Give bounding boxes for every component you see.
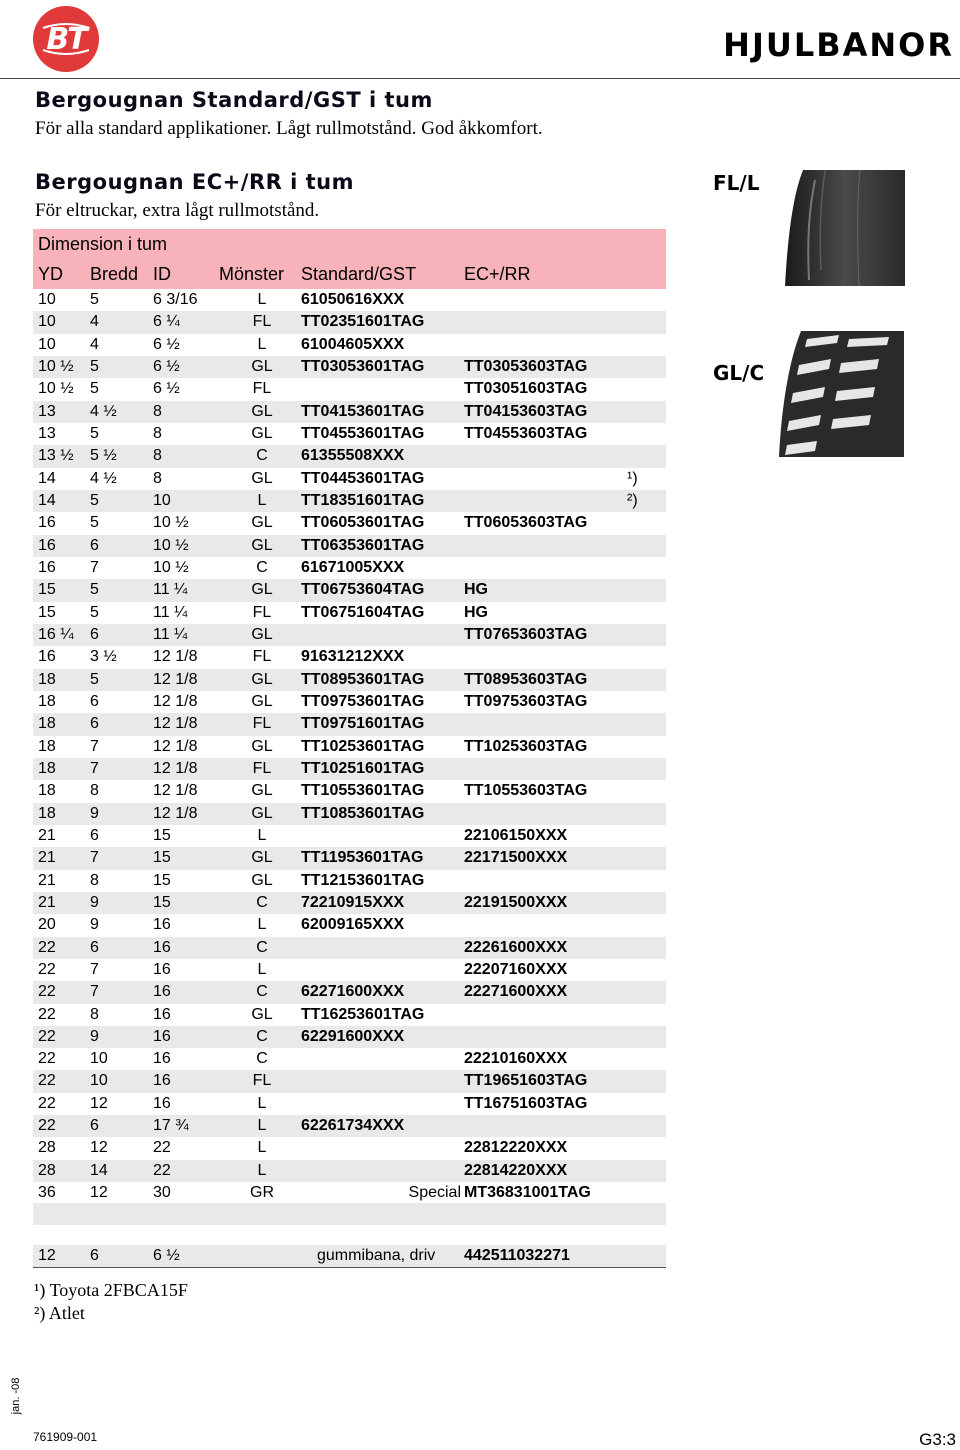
extra-code: 442511032271 bbox=[464, 1247, 570, 1264]
table-row bbox=[33, 892, 666, 914]
cell-yd: 16 bbox=[38, 536, 56, 554]
cell-bredd: 5 bbox=[90, 491, 99, 509]
table-row bbox=[33, 1048, 666, 1070]
cell-standard: 61050616XXX bbox=[301, 291, 405, 308]
col-header-id: ID bbox=[153, 264, 171, 284]
cell-standard: TT16253601TAG bbox=[301, 1005, 425, 1023]
cell-id: 16 bbox=[153, 1005, 171, 1023]
cell-id: 8 bbox=[153, 469, 162, 487]
cell-bredd: 9 bbox=[90, 1027, 99, 1045]
cell-bredd: 5 bbox=[90, 514, 99, 532]
cell-standard: 61671005XXX bbox=[301, 558, 405, 576]
cell-monster: L bbox=[257, 1139, 267, 1157]
cell-id: 12 1/8 bbox=[153, 782, 198, 800]
cell-id: 6 ½ bbox=[153, 357, 180, 375]
cell-ec: 22210160XXX bbox=[464, 1050, 568, 1068]
cell-bredd: 9 bbox=[90, 893, 99, 911]
cell-yd: 22 bbox=[38, 1050, 56, 1068]
cell-yd: 18 bbox=[38, 737, 56, 755]
cell-id: 15 bbox=[153, 871, 171, 889]
cell-note: ²) bbox=[627, 491, 638, 509]
group-header-label: Dimension i tum bbox=[38, 234, 168, 254]
cell-standard: TT08953601TAG bbox=[301, 670, 425, 688]
cell-yd: 21 bbox=[38, 826, 56, 844]
table-row bbox=[33, 736, 666, 758]
table-row bbox=[33, 780, 666, 802]
picture-label-fl: FL/L bbox=[713, 171, 760, 195]
cell-id: 6 ¼ bbox=[153, 313, 180, 331]
cell-bredd: 10 bbox=[90, 1050, 108, 1068]
cell-id: 15 bbox=[153, 849, 171, 867]
table-row bbox=[33, 758, 666, 780]
cell-yd: 15 bbox=[38, 581, 56, 599]
cell-ec: MT36831001TAG bbox=[464, 1184, 591, 1202]
cell-id: 10 ½ bbox=[153, 536, 189, 554]
cell-ec: 22207160XXX bbox=[464, 960, 568, 978]
cell-bredd: 9 bbox=[90, 916, 99, 934]
cell-bredd: 5 bbox=[90, 603, 99, 621]
cell-id: 10 bbox=[153, 491, 171, 509]
cell-id: 16 bbox=[153, 1094, 171, 1112]
col-header-ec: EC+/RR bbox=[464, 264, 531, 284]
table-row bbox=[33, 557, 666, 579]
cell-standard: TT10553601TAG bbox=[301, 782, 425, 800]
table-empty-row bbox=[33, 1203, 666, 1225]
cell-monster: L bbox=[257, 826, 267, 844]
table-row bbox=[33, 981, 666, 1003]
picture-label-gl: GL/C bbox=[713, 361, 765, 385]
cell-monster: FL bbox=[252, 603, 272, 621]
table-row bbox=[33, 468, 666, 490]
table-row bbox=[33, 1004, 666, 1026]
cell-monster: FL bbox=[252, 648, 272, 666]
cell-standard: TT03053601TAG bbox=[301, 357, 425, 375]
cell-standard: 61355508XXX bbox=[301, 447, 405, 465]
cell-ec: HG bbox=[464, 581, 488, 599]
cell-standard: TT06353601TAG bbox=[301, 536, 425, 554]
cell-monster: L bbox=[257, 916, 267, 934]
cell-yd: 22 bbox=[38, 1005, 56, 1023]
cell-id: 8 bbox=[153, 447, 162, 465]
cell-id: 16 bbox=[153, 983, 171, 1001]
table-row bbox=[33, 423, 666, 445]
cell-yd: 22 bbox=[38, 938, 56, 956]
cell-yd: 28 bbox=[38, 1139, 56, 1157]
cell-yd: 28 bbox=[38, 1161, 56, 1179]
page-header-title: HJULBANOR bbox=[723, 26, 954, 64]
cell-yd: 10 bbox=[38, 335, 56, 353]
cell-monster: GL bbox=[251, 581, 273, 599]
tire-table bbox=[33, 229, 666, 1204]
cell-monster: L bbox=[257, 1117, 267, 1135]
cell-id: 6 3/16 bbox=[153, 291, 198, 308]
cell-id: 16 bbox=[153, 938, 171, 956]
cell-bredd: 5 bbox=[90, 380, 99, 398]
cell-yd: 18 bbox=[38, 670, 56, 688]
cell-monster: FL bbox=[252, 380, 272, 398]
cell-standard: TT06753604TAG bbox=[301, 581, 425, 599]
cell-ec: TT03051603TAG bbox=[464, 380, 588, 398]
cell-id: 8 bbox=[153, 402, 162, 420]
cell-id: 16 bbox=[153, 1027, 171, 1045]
cell-bredd: 12 bbox=[90, 1094, 108, 1112]
cell-yd: 18 bbox=[38, 715, 56, 733]
cell-standard: TT04553601TAG bbox=[301, 424, 425, 442]
cell-monster: C bbox=[256, 1050, 268, 1068]
col-header-yd: YD bbox=[38, 264, 64, 284]
cell-bredd: 6 bbox=[90, 715, 99, 733]
cell-id: 16 bbox=[153, 960, 171, 978]
cell-standard: 62271600XXX bbox=[301, 983, 405, 1001]
cell-bredd: 7 bbox=[90, 759, 99, 777]
cell-standard: TT04453601TAG bbox=[301, 469, 425, 487]
cell-monster: L bbox=[257, 335, 267, 353]
cell-yd: 22 bbox=[38, 1027, 56, 1045]
cell-monster: GL bbox=[251, 849, 273, 867]
cell-yd: 18 bbox=[38, 692, 56, 710]
cell-yd: 10 bbox=[38, 291, 56, 308]
cell-bredd: 6 bbox=[90, 692, 99, 710]
cell-ec: 22261600XXX bbox=[464, 938, 568, 956]
extra-desc: gummibana, driv bbox=[317, 1247, 436, 1264]
cell-standard: TT12153601TAG bbox=[301, 871, 425, 889]
cell-ec: 22812220XXX bbox=[464, 1139, 568, 1157]
cell-monster: C bbox=[256, 983, 268, 1001]
cell-bredd: 7 bbox=[90, 983, 99, 1001]
cell-id: 12 1/8 bbox=[153, 759, 198, 777]
cell-id: 12 1/8 bbox=[153, 737, 198, 755]
bt-logo bbox=[33, 6, 99, 72]
cell-bredd: 6 bbox=[90, 1117, 99, 1135]
cell-yd: 16 ¼ bbox=[38, 625, 74, 643]
table-row bbox=[33, 579, 666, 601]
cell-bredd: 6 bbox=[90, 938, 99, 956]
cell-yd: 21 bbox=[38, 893, 56, 911]
cell-id: 11 ¼ bbox=[153, 581, 188, 599]
cell-standard: TT02351601TAG bbox=[301, 313, 425, 331]
cell-yd: 22 bbox=[38, 1072, 56, 1090]
table-row bbox=[33, 1182, 666, 1204]
cell-id: 12 1/8 bbox=[153, 670, 198, 688]
cell-id: 11 ¼ bbox=[153, 603, 188, 621]
logo-text: BT bbox=[46, 21, 86, 57]
cell-id: 30 bbox=[153, 1184, 171, 1202]
cell-ec: TT04153603TAG bbox=[464, 402, 588, 420]
cell-bredd: 7 bbox=[90, 558, 99, 576]
cell-id: 11 ¼ bbox=[153, 625, 188, 643]
cell-note: ¹) bbox=[627, 469, 638, 487]
cell-yd: 10 bbox=[38, 313, 56, 331]
footer-date: jan. -08 bbox=[10, 1377, 22, 1415]
table-row bbox=[33, 512, 666, 534]
col-header-bredd: Bredd bbox=[90, 264, 139, 284]
cell-monster: GL bbox=[251, 804, 273, 822]
cell-id: 10 ½ bbox=[153, 558, 189, 576]
cell-ec: TT07653603TAG bbox=[464, 625, 588, 643]
cell-standard: 72210915XXX bbox=[301, 893, 405, 911]
table-row bbox=[33, 535, 666, 557]
cell-standard: TT10253601TAG bbox=[301, 737, 425, 755]
cell-monster: GL bbox=[251, 357, 273, 375]
cell-id: 22 bbox=[153, 1161, 171, 1179]
cell-ec: 22106150XXX bbox=[464, 826, 568, 844]
col-header-monster: Mönster bbox=[219, 264, 285, 284]
table-row bbox=[33, 356, 666, 378]
table-row bbox=[33, 937, 666, 959]
cell-bredd: 6 bbox=[90, 536, 99, 554]
cell-yd: 36 bbox=[38, 1184, 56, 1202]
footer-doc-code: 761909-001 bbox=[33, 1430, 98, 1444]
cell-id: 17 ¾ bbox=[153, 1117, 189, 1135]
table-row bbox=[33, 311, 666, 333]
cell-monster: L bbox=[257, 1094, 267, 1112]
cell-bredd: 5 bbox=[90, 581, 99, 599]
cell-monster: GL bbox=[251, 402, 273, 420]
cell-monster: GL bbox=[251, 782, 273, 800]
cell-yd: 13 ½ bbox=[38, 447, 74, 465]
extra-row bbox=[33, 1245, 666, 1268]
cell-bredd: 7 bbox=[90, 849, 99, 867]
cell-monster: C bbox=[256, 558, 268, 576]
cell-bredd: 9 bbox=[90, 804, 99, 822]
cell-standard: Special bbox=[408, 1184, 461, 1202]
cell-monster: GL bbox=[251, 871, 273, 889]
extra-id: 6 ½ bbox=[153, 1247, 180, 1264]
cell-ec: TT16751603TAG bbox=[464, 1094, 588, 1112]
cell-standard: TT09751601TAG bbox=[301, 715, 425, 733]
cell-monster: GL bbox=[251, 1005, 273, 1023]
table-row bbox=[33, 401, 666, 423]
section-title-ec: Bergougnan EC+/RR i tum bbox=[35, 170, 354, 194]
cell-monster: GL bbox=[251, 625, 273, 643]
cell-yd: 18 bbox=[38, 759, 56, 777]
cell-yd: 10 ½ bbox=[38, 380, 74, 398]
cell-standard: 91631212XXX bbox=[301, 648, 405, 666]
cell-bredd: 8 bbox=[90, 1005, 99, 1023]
cell-bredd: 4 bbox=[90, 313, 99, 331]
cell-yd: 21 bbox=[38, 871, 56, 889]
smooth-tire-image bbox=[785, 170, 905, 291]
cell-ec: TT03053603TAG bbox=[464, 357, 588, 375]
table-row bbox=[33, 691, 666, 713]
cell-ec: TT08953603TAG bbox=[464, 670, 588, 688]
table-row bbox=[33, 847, 666, 869]
cell-bredd: 6 bbox=[90, 625, 99, 643]
table-row bbox=[33, 602, 666, 624]
cell-id: 15 bbox=[153, 893, 171, 911]
cell-standard: 61004605XXX bbox=[301, 335, 405, 353]
cell-ec: TT19651603TAG bbox=[464, 1072, 588, 1090]
cell-ec: HG bbox=[464, 603, 488, 621]
table-row bbox=[33, 825, 666, 847]
cell-monster: GR bbox=[250, 1184, 274, 1202]
cell-ec: 22171500XXX bbox=[464, 849, 568, 867]
cell-bredd: 12 bbox=[90, 1139, 108, 1157]
table-row bbox=[33, 669, 666, 691]
cell-yd: 14 bbox=[38, 469, 56, 487]
cell-yd: 13 bbox=[38, 424, 56, 442]
cell-bredd: 12 bbox=[90, 1184, 108, 1202]
cell-bredd: 4 ½ bbox=[90, 469, 117, 487]
extra-bredd: 6 bbox=[90, 1247, 99, 1264]
grooved-tire-image bbox=[779, 331, 904, 462]
cell-monster: GL bbox=[251, 670, 273, 688]
cell-yd: 21 bbox=[38, 849, 56, 867]
section-title-standard: Bergougnan Standard/GST i tum bbox=[35, 88, 433, 112]
table-row bbox=[33, 959, 666, 981]
cell-bredd: 10 bbox=[90, 1072, 108, 1090]
cell-ec: 22191500XXX bbox=[464, 893, 568, 911]
cell-monster: C bbox=[256, 447, 268, 465]
table-row bbox=[33, 445, 666, 467]
cell-id: 6 ½ bbox=[153, 380, 180, 398]
cell-monster: GL bbox=[251, 424, 273, 442]
cell-standard: TT09753601TAG bbox=[301, 692, 425, 710]
cell-bredd: 5 bbox=[90, 357, 99, 375]
cell-standard: TT10251601TAG bbox=[301, 759, 425, 777]
cell-bredd: 8 bbox=[90, 782, 99, 800]
cell-bredd: 7 bbox=[90, 737, 99, 755]
cell-standard: TT04153601TAG bbox=[301, 402, 425, 420]
cell-id: 16 bbox=[153, 1072, 171, 1090]
table-row bbox=[33, 1070, 666, 1092]
cell-standard: TT06053601TAG bbox=[301, 514, 425, 532]
table-row bbox=[33, 870, 666, 892]
table-row bbox=[33, 1115, 666, 1137]
cell-yd: 10 ½ bbox=[38, 357, 74, 375]
cell-standard: 62291600XXX bbox=[301, 1027, 405, 1045]
cell-bredd: 8 bbox=[90, 871, 99, 889]
cell-bredd: 3 ½ bbox=[90, 648, 117, 666]
table-row bbox=[33, 289, 666, 311]
cell-yd: 16 bbox=[38, 648, 56, 666]
cell-bredd: 5 bbox=[90, 291, 99, 308]
footnote-2: ²) Atlet bbox=[34, 1303, 85, 1323]
table-group-header bbox=[33, 229, 666, 259]
cell-ec: TT10253603TAG bbox=[464, 737, 588, 755]
cell-monster: FL bbox=[252, 715, 272, 733]
cell-bredd: 14 bbox=[90, 1161, 108, 1179]
cell-bredd: 6 bbox=[90, 826, 99, 844]
section-subtitle-ec: För eltruckar, extra lågt rullmotstånd. bbox=[35, 200, 320, 221]
cell-standard: 62009165XXX bbox=[301, 916, 405, 934]
cell-monster: GL bbox=[251, 469, 273, 487]
col-header-standard: Standard/GST bbox=[301, 264, 417, 284]
cell-yd: 15 bbox=[38, 603, 56, 621]
table-row bbox=[33, 713, 666, 735]
cell-yd: 22 bbox=[38, 983, 56, 1001]
cell-id: 8 bbox=[153, 424, 162, 442]
cell-monster: FL bbox=[252, 759, 272, 777]
cell-monster: GL bbox=[251, 536, 273, 554]
cell-yd: 13 bbox=[38, 402, 56, 420]
cell-monster: L bbox=[257, 291, 267, 308]
cell-standard: TT11953601TAG bbox=[301, 849, 424, 867]
cell-bredd: 5 ½ bbox=[90, 447, 117, 465]
cell-monster: L bbox=[257, 1161, 267, 1179]
cell-ec: TT04553603TAG bbox=[464, 424, 588, 442]
cell-yd: 22 bbox=[38, 1094, 56, 1112]
cell-yd: 18 bbox=[38, 782, 56, 800]
table-row bbox=[33, 490, 666, 512]
table-row bbox=[33, 1137, 666, 1159]
cell-id: 12 1/8 bbox=[153, 804, 198, 822]
table-row bbox=[33, 914, 666, 936]
cell-monster: FL bbox=[252, 1072, 272, 1090]
cell-ec: TT10553603TAG bbox=[464, 782, 588, 800]
table-row bbox=[33, 334, 666, 356]
cell-monster: FL bbox=[252, 313, 272, 331]
cell-yd: 18 bbox=[38, 804, 56, 822]
table-column-header bbox=[33, 259, 666, 289]
cell-monster: GL bbox=[251, 692, 273, 710]
cell-id: 10 ½ bbox=[153, 514, 189, 532]
table-row bbox=[33, 1093, 666, 1115]
cell-monster: GL bbox=[251, 514, 273, 532]
table-row bbox=[33, 624, 666, 646]
cell-yd: 22 bbox=[38, 1117, 56, 1135]
table-row bbox=[33, 1160, 666, 1182]
table-row bbox=[33, 646, 666, 668]
header-divider bbox=[0, 78, 960, 79]
cell-ec: TT09753603TAG bbox=[464, 692, 588, 710]
cell-id: 22 bbox=[153, 1139, 171, 1157]
cell-yd: 22 bbox=[38, 960, 56, 978]
cell-monster: C bbox=[256, 1027, 268, 1045]
cell-bredd: 5 bbox=[90, 670, 99, 688]
cell-monster: L bbox=[257, 491, 267, 509]
cell-yd: 16 bbox=[38, 514, 56, 532]
cell-yd: 14 bbox=[38, 491, 56, 509]
cell-id: 12 1/8 bbox=[153, 715, 198, 733]
cell-yd: 16 bbox=[38, 558, 56, 576]
section-subtitle-standard: För alla standard applikationer. Lågt rullmotstånd. God åkkomfort. bbox=[35, 118, 543, 139]
cell-bredd: 5 bbox=[90, 424, 99, 442]
cell-bredd: 7 bbox=[90, 960, 99, 978]
table-row bbox=[33, 1026, 666, 1048]
cell-id: 16 bbox=[153, 916, 171, 934]
cell-yd: 20 bbox=[38, 916, 56, 934]
cell-standard: 62261734XXX bbox=[301, 1117, 405, 1135]
cell-id: 12 1/8 bbox=[153, 692, 198, 710]
cell-monster: C bbox=[256, 938, 268, 956]
table-row bbox=[33, 378, 666, 400]
cell-ec: TT06053603TAG bbox=[464, 514, 588, 532]
cell-standard: TT18351601TAG bbox=[301, 491, 425, 509]
cell-ec: 22271600XXX bbox=[464, 983, 568, 1001]
cell-monster: C bbox=[256, 893, 268, 911]
table-row bbox=[33, 803, 666, 825]
table-header bbox=[33, 229, 666, 289]
cell-ec: 22814220XXX bbox=[464, 1161, 568, 1179]
footer-page-number: G3:3 bbox=[919, 1430, 956, 1449]
cell-id: 12 1/8 bbox=[153, 648, 198, 666]
cell-id: 6 ½ bbox=[153, 335, 180, 353]
cell-bredd: 4 ½ bbox=[90, 402, 117, 420]
cell-monster: L bbox=[257, 960, 267, 978]
extra-yd: 12 bbox=[38, 1247, 56, 1264]
cell-standard: TT06751604TAG bbox=[301, 603, 425, 621]
cell-id: 15 bbox=[153, 826, 171, 844]
cell-standard: TT10853601TAG bbox=[301, 804, 425, 822]
cell-id: 16 bbox=[153, 1050, 171, 1068]
footnote-1: ¹) Toyota 2FBCA15F bbox=[34, 1280, 188, 1300]
cell-bredd: 4 bbox=[90, 335, 99, 353]
table-body bbox=[33, 289, 666, 1204]
cell-monster: GL bbox=[251, 737, 273, 755]
